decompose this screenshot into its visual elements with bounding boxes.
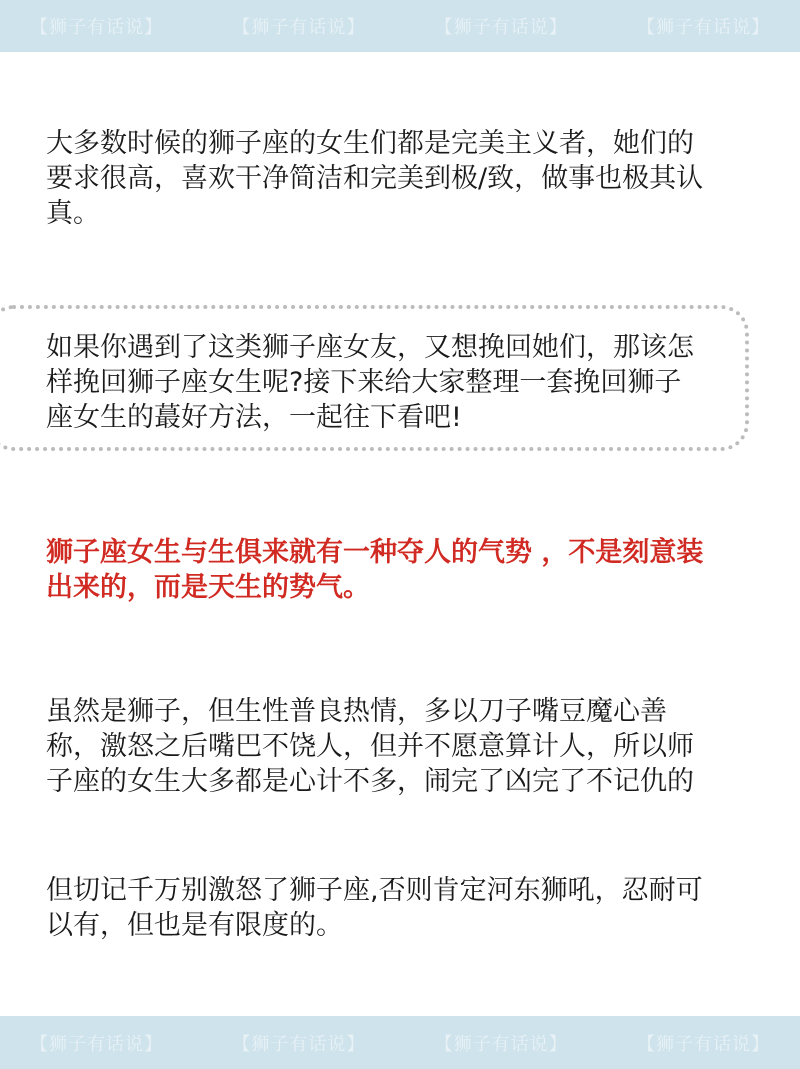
body-paragraph: 虽然是狮子，但生性普良热情，多以刀子嘴豆魔心善称，激怒之后嘴巴不饶人，但并不愿意算计人，所以师子座的女生大多都是心计不多，闹完了凶完了不记仇的 [46,696,694,797]
watermark-text: 【狮子有话说】 [636,1033,770,1055]
watermark-text: 【狮子有话说】 [434,17,568,38]
watermark-text: 【狮子有话说】 [232,1033,366,1055]
callout-paragraph: 如果你遇到了这类狮子座女友，又想挽回她们，那该怎样挽回狮子座女生呢?接下来给大家整理一套挽回狮子座女生的蕞好方法，一起往下看吧! [46,332,694,433]
watermark-text: 【狮子有话说】 [434,1033,568,1055]
bottom-watermark-band [0,1016,800,1069]
intro-paragraph: 大多数时候的狮子座的女生们都是完美主义者，她们的要求很高，喜欢干净简洁和完美到极/致，做事也极其认真。 [46,128,704,229]
watermark-text: 【狮子有话说】 [232,17,366,38]
watermark-text: 【狮子有话说】 [30,1033,163,1055]
warning-paragraph: 但切记千万别激怒了狮子座,否则肯定河东狮吼，忍耐可以有，但也是有限度的。 [46,875,703,941]
watermark-text: 【狮子有话说】 [636,17,770,38]
highlight-paragraph: 狮子座女生与生俱来就有一种夺人的气势 ，不是刻意装出来的，而是天生的势气。 [46,537,704,603]
top-watermark-band [0,0,800,52]
watermark-text: 【狮子有话说】 [30,17,163,38]
